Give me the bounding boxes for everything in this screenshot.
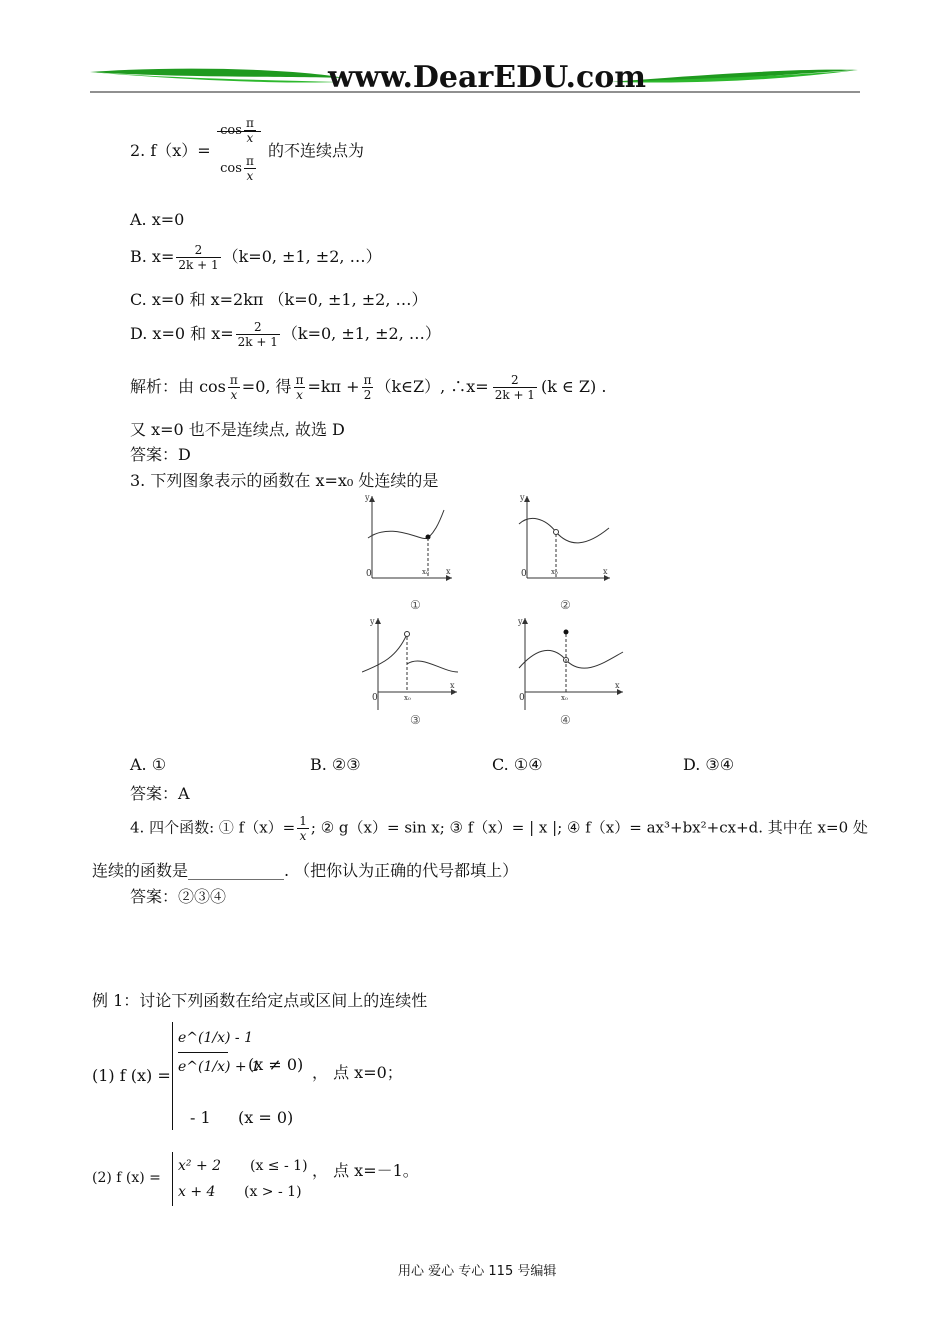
q2-prefix: 2. f（x）= [130, 141, 211, 160]
q3-answer: 答案：A [130, 784, 190, 803]
svg-text:x₀: x₀ [422, 568, 429, 576]
graph-4-label: ④ [560, 713, 571, 727]
example1-p1-case1-cond: (x ≠ 0) [248, 1055, 304, 1074]
svg-text:y: y [520, 493, 525, 502]
q2-option-d: D. x=0 和 x= $\frac{2}{2k + 1}$ （k=0, ±1, ±2, …） [130, 320, 441, 349]
svg-text:x: x [615, 681, 620, 690]
page-footer: 用心 爱心 专心 115 号编辑 [398, 1264, 557, 1279]
q4-line2: 连续的函数是____________. （把你认为正确的代号都填上） [92, 861, 519, 880]
graph-1-origin: 0 [366, 569, 372, 579]
q2-option-a: A. x=0 [130, 210, 185, 229]
example1-p2-case2: x + 4 [178, 1184, 216, 1200]
q2-analysis: 解析：由 cos $\frac{\pi}{x}$ =0, 得 $\frac{\pi}{x}$ =kπ + $\frac{\pi}{2}$ （k∈Z）, ∴x= $\frac{2}{2k + 1}$ (k ∈ Z) . [130, 373, 607, 402]
svg-text:y: y [365, 493, 370, 502]
q3-stem: 3. 下列图象表示的函数在 x=x₀ 处连续的是 [130, 471, 439, 490]
example1-p2-case1-cond: (x ≤ - 1) [250, 1158, 308, 1174]
q2-suffix: 的不连续点为 [268, 141, 365, 160]
q2-option-b: B. x= $\frac{2}{2k + 1}$ （k=0, ±1, ±2, …） [130, 243, 382, 272]
svg-text:x: x [603, 567, 608, 576]
graph-3-label: ③ [410, 713, 421, 727]
q4-answer: 答案：②③④ [130, 887, 227, 906]
q2-analysis-line2: 又 x=0 也不是连续点, 故选 D [130, 420, 345, 439]
example1-p1-case1: e^(1/x) - 1 e^(1/x) + 1 [178, 1030, 260, 1075]
graph-2-label: ② [560, 598, 571, 612]
q3-option-d: D. ③④ [683, 755, 735, 774]
svg-text:y: y [518, 617, 523, 626]
svg-text:x₀: x₀ [404, 694, 411, 702]
example1-p1-label: (1) f (x) = [92, 1066, 171, 1085]
example1-p2-point: ， 点 x=－1。 [312, 1161, 419, 1180]
example1-p2-label: (2) f (x) = [92, 1170, 161, 1186]
site-logo[interactable]: www.DearEDU.com [328, 60, 647, 95]
graph-1 [360, 488, 460, 588]
q3-option-c: C. ①④ [492, 755, 543, 774]
example1-p2-case1: x² + 2 [178, 1158, 222, 1174]
q2-stem [130, 138, 211, 161]
svg-text:0: 0 [521, 569, 527, 579]
svg-text:x: x [450, 681, 455, 690]
svg-text:x₀: x₀ [561, 694, 568, 702]
svg-text:y: y [370, 617, 375, 626]
example1-p1-point: ， 点 x=0； [312, 1063, 403, 1082]
q4-line1: 4. 四个函数: ① f（x）= $\frac{1}{x}$ ; ② g（x）= sin x; ③ f（x）= | x |; ④ f（x）= ax³+bx²+cx+d. 其中在 x=0 处 [130, 814, 868, 843]
q3-option-b: B. ②③ [310, 755, 361, 774]
graph-4 [515, 612, 625, 712]
graph-2 [515, 488, 615, 588]
graph-3 [362, 612, 462, 712]
svg-text:x₀: x₀ [551, 568, 558, 576]
q2-fraction: cos $\frac{\pi}{x}$ cos $\frac{\pi}{x}$ [214, 116, 264, 183]
example1-p1-case2: - 1 [190, 1108, 211, 1127]
svg-text:x: x [446, 567, 451, 576]
svg-text:0: 0 [372, 693, 378, 703]
example1-p1-case2-cond: (x = 0) [238, 1108, 294, 1127]
graph-1-label: ① [410, 598, 421, 612]
q2-answer: 答案：D [130, 445, 191, 464]
header [90, 58, 860, 98]
example1-p1-brace [172, 1022, 173, 1130]
example1-p2-brace [172, 1152, 173, 1206]
svg-text:0: 0 [519, 693, 525, 703]
example1-p2-case2-cond: (x > - 1) [244, 1184, 302, 1200]
q2-option-c: C. x=0 和 x=2kπ （k=0, ±1, ±2, …） [130, 290, 428, 309]
q3-option-a: A. ① [130, 755, 167, 774]
example1-title: 例 1：讨论下列函数在给定点或区间上的连续性 [92, 991, 428, 1010]
